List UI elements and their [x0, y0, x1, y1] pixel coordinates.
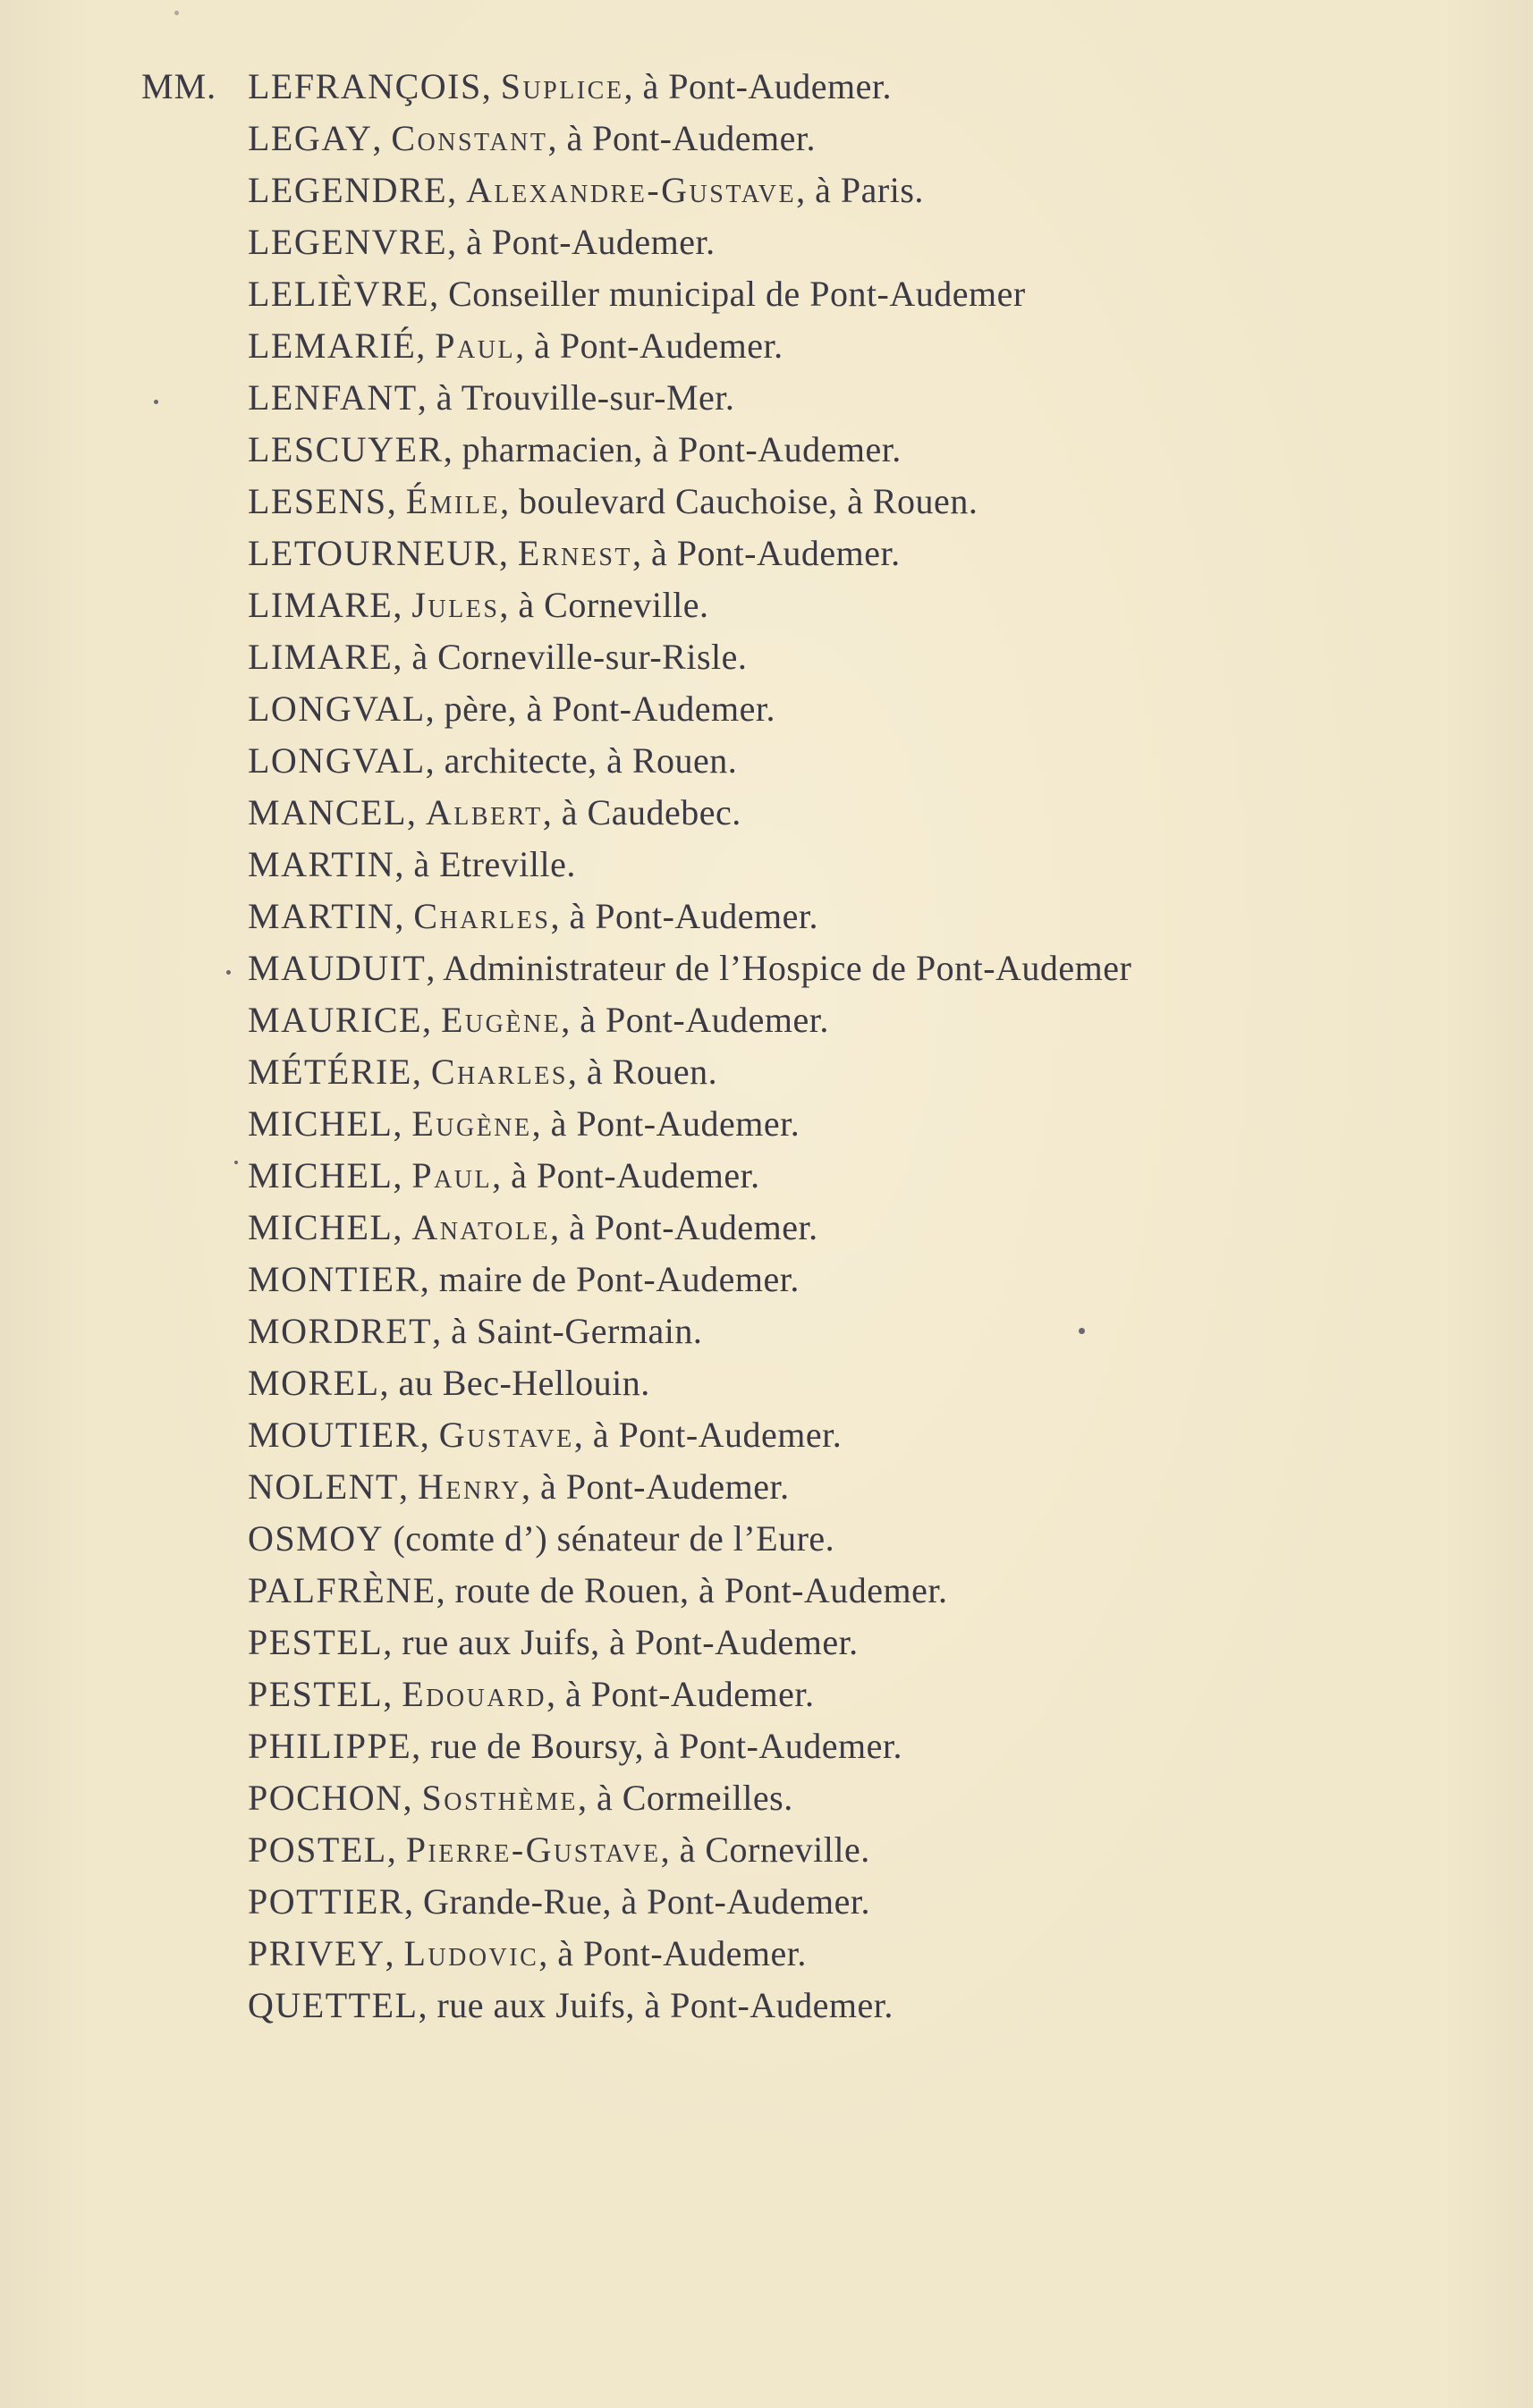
member-first-name: Sosthème: [421, 1778, 578, 1818]
member-surname: PESTEL: [248, 1674, 384, 1714]
member-details: , à Pont-Audemer.: [632, 533, 901, 573]
list-entry: [248, 1980, 1464, 2032]
member-details: (comte d’) sénateur de l’Eure.: [383, 1518, 835, 1559]
member-surname: PESTEL: [248, 1622, 384, 1662]
member-surname: LIMARE: [248, 637, 394, 677]
list-entry: [248, 216, 1464, 268]
list-entry: [248, 1305, 1464, 1357]
member-first-name: Suplice: [500, 66, 624, 106]
list-entry: MANCEL, Albert, à Caudebec.: [248, 792, 741, 832]
member-details: , à Pont-Audemer.: [546, 1674, 815, 1714]
member-details: , à Pont-Audemer.: [531, 1103, 800, 1144]
list-entry: LEGAY, Constant, à Pont-Audemer.: [248, 118, 817, 158]
member-first-name: Gustave: [438, 1415, 574, 1455]
member-details: , à Saint-Germain.: [432, 1311, 703, 1351]
member-details: , route de Rouen, à Pont-Audemer.: [436, 1570, 948, 1610]
member-first-name: Henry: [417, 1466, 522, 1507]
list-entry: [248, 683, 1464, 735]
list-entry: NOLENT, Henry, à Pont-Audemer.: [248, 1466, 790, 1507]
member-surname: MOREL: [248, 1363, 380, 1403]
member-details: , boulevard Cauchoise, à Rouen.: [500, 481, 978, 521]
member-surname: QUETTEL: [248, 1985, 419, 2025]
member-details: , à Corneville-sur-Risle.: [393, 637, 748, 677]
member-first-name: Charles: [430, 1052, 568, 1092]
list-entry: [248, 839, 1464, 891]
list-entry: [248, 372, 1464, 424]
member-details: , à Paris.: [796, 170, 924, 210]
member-first-name: Albert: [425, 792, 543, 832]
list-entry: MICHEL, Eugène, à Pont-Audemer.: [248, 1103, 800, 1144]
member-surname: PHILIPPE: [248, 1726, 412, 1766]
ink-speck: [174, 11, 179, 15]
ink-speck: [226, 970, 231, 975]
member-surname: POCHON: [248, 1778, 403, 1818]
member-details: , rue de Boursy, à Pont-Audemer.: [411, 1726, 902, 1766]
member-details: , à Pont-Audemer.: [492, 1155, 760, 1196]
list-entry: [248, 1720, 1464, 1772]
list-entry: [248, 1254, 1464, 1305]
member-surname: MAURICE: [248, 1000, 422, 1040]
member-details: , Administrateur de l’Hospice de Pont-Audemer: [426, 948, 1132, 988]
member-first-name: Ernest: [517, 533, 633, 573]
member-surname: POTTIER: [248, 1881, 404, 1922]
member-first-name: Edouard: [402, 1674, 546, 1714]
member-surname: NOLENT: [248, 1466, 399, 1507]
member-surname: LELIÈVRE: [248, 274, 430, 314]
member-first-name: Ludovic: [403, 1933, 539, 1973]
list-entry: PESTEL, Edouard, à Pont-Audemer.: [248, 1674, 815, 1714]
member-details: , rue aux Juifs, à Pont-Audemer.: [383, 1622, 859, 1662]
list-entry: POSTEL, Pierre-Gustave, à Corneville.: [248, 1829, 870, 1870]
member-details: , père, à Pont-Audemer.: [425, 689, 776, 729]
member-details: , à Pont-Audemer.: [447, 222, 716, 262]
list-entry: [248, 424, 1464, 476]
member-details: , à Corneville.: [660, 1829, 870, 1870]
member-surname: LIMARE: [248, 585, 394, 625]
member-first-name: Jules: [411, 585, 500, 625]
member-details: , pharmacien, à Pont-Audemer.: [443, 429, 902, 469]
ink-speck: [1079, 1328, 1085, 1334]
list-entry: LESENS, Émile, boulevard Cauchoise, à Rouen.: [248, 481, 978, 521]
member-first-name: Pierre-Gustave: [405, 1829, 661, 1870]
member-details: , à Pont-Audemer.: [561, 1000, 829, 1040]
member-details: , à Caudebec.: [542, 792, 741, 832]
list-entry: LIMARE, Jules, à Corneville.: [248, 585, 709, 625]
member-surname: MAUDUIT: [248, 948, 427, 988]
member-details: , à Pont-Audemer.: [547, 118, 817, 158]
member-details: , maire de Pont-Audemer.: [419, 1259, 800, 1299]
member-first-name: Eugène: [440, 1000, 562, 1040]
member-surname: MANCEL: [248, 792, 407, 832]
member-details: , à Pont-Audemer.: [550, 896, 819, 936]
list-entry: [248, 735, 1464, 787]
member-details: , à Etreville.: [394, 844, 576, 884]
list-entry: LEGENDRE, Alexandre-Gustave, à Paris.: [248, 170, 924, 210]
list-entry: [248, 1876, 1464, 1928]
member-surname: PALFRÈNE: [248, 1570, 436, 1610]
list-entry: [248, 1565, 1464, 1617]
member-first-name: Émile: [405, 481, 501, 521]
member-details: , architecte, à Rouen.: [425, 740, 738, 781]
list-entry: MARTIN, Charles, à Pont-Audemer.: [248, 896, 819, 936]
member-details: , à Corneville.: [499, 585, 709, 625]
member-list: [248, 61, 1464, 2032]
list-entry: [248, 631, 1464, 683]
list-entry: [248, 942, 1464, 994]
member-details: , Conseiller municipal de Pont-Audemer: [429, 274, 1026, 314]
member-surname: MARTIN: [248, 896, 395, 936]
member-surname: LEGENVRE: [248, 222, 448, 262]
member-first-name: Charles: [413, 896, 551, 936]
member-details: , rue aux Juifs, à Pont-Audemer.: [418, 1985, 894, 2025]
member-surname: MARTIN: [248, 844, 395, 884]
list-entry: [248, 268, 1464, 320]
list-entry: POCHON, Sosthème, à Cormeilles.: [248, 1778, 793, 1818]
member-surname: LESCUYER: [248, 429, 444, 469]
member-surname: LEMARIÉ: [248, 325, 417, 366]
member-details: , à Rouen.: [567, 1052, 718, 1092]
member-details: , à Pont-Audemer.: [538, 1933, 807, 1973]
member-surname: MICHEL: [248, 1155, 394, 1196]
member-details: , à Pont-Audemer.: [521, 1466, 790, 1507]
list-entry: [248, 1513, 1464, 1565]
member-details: , à Pont-Audemer.: [573, 1415, 843, 1455]
member-surname: LENFANT: [248, 377, 418, 418]
member-first-name: Paul: [411, 1155, 493, 1196]
member-surname: LEFRANÇOIS: [248, 66, 482, 106]
list-entry: MICHEL, Paul, à Pont-Audemer.: [248, 1155, 760, 1196]
list-entry: [248, 1357, 1464, 1409]
list-entry: MÉTÉRIE, Charles, à Rouen.: [248, 1052, 718, 1092]
list-entry: PRIVEY, Ludovic, à Pont-Audemer.: [248, 1933, 807, 1973]
member-surname: MONTIER: [248, 1259, 420, 1299]
list-entry: [248, 1617, 1464, 1669]
member-details: , à Pont-Audemer.: [623, 66, 893, 106]
member-details: , à Trouville-sur-Mer.: [417, 377, 735, 418]
member-first-name: Constant: [391, 118, 548, 158]
member-surname: LEGAY: [248, 118, 373, 158]
list-entry: LEFRANÇOIS, Suplice, à Pont-Audemer.: [248, 66, 893, 106]
member-first-name: Anatole: [411, 1207, 551, 1247]
member-surname: LEGENDRE: [248, 170, 448, 210]
member-details: , à Cormeilles.: [577, 1778, 793, 1818]
member-first-name: Alexandre-Gustave: [466, 170, 797, 210]
member-surname: MORDRET: [248, 1311, 433, 1351]
member-surname: POSTEL: [248, 1829, 387, 1870]
member-surname: LESENS: [248, 481, 387, 521]
member-details: , au Bec-Hellouin.: [379, 1363, 650, 1403]
member-details: , à Pont-Audemer.: [550, 1207, 818, 1247]
member-surname: OSMOY: [248, 1518, 384, 1559]
member-surname: MICHEL: [248, 1103, 394, 1144]
member-first-name: Paul: [435, 325, 516, 366]
member-surname: MICHEL: [248, 1207, 394, 1247]
list-entry: LETOURNEUR, Ernest, à Pont-Audemer.: [248, 533, 901, 573]
member-surname: MÉTÉRIE: [248, 1052, 412, 1092]
member-surname: LETOURNEUR: [248, 533, 499, 573]
member-surname: LONGVAL: [248, 689, 426, 729]
ink-speck: [154, 400, 158, 404]
member-details: , à Pont-Audemer.: [515, 325, 783, 366]
ink-speck: [234, 1161, 238, 1164]
member-surname: LONGVAL: [248, 740, 426, 781]
list-entry: MICHEL, Anatole, à Pont-Audemer.: [248, 1207, 818, 1247]
messieurs-prefix: MM.: [141, 66, 217, 106]
list-entry: MOUTIER, Gustave, à Pont-Audemer.: [248, 1415, 843, 1455]
member-surname: PRIVEY: [248, 1933, 385, 1973]
member-first-name: Eugène: [411, 1103, 532, 1144]
list-entry: LEMARIÉ, Paul, à Pont-Audemer.: [248, 325, 783, 366]
member-details: , Grande-Rue, à Pont-Audemer.: [403, 1881, 870, 1922]
member-surname: MOUTIER: [248, 1415, 420, 1455]
list-entry: MAURICE, Eugène, à Pont-Audemer.: [248, 1000, 829, 1040]
